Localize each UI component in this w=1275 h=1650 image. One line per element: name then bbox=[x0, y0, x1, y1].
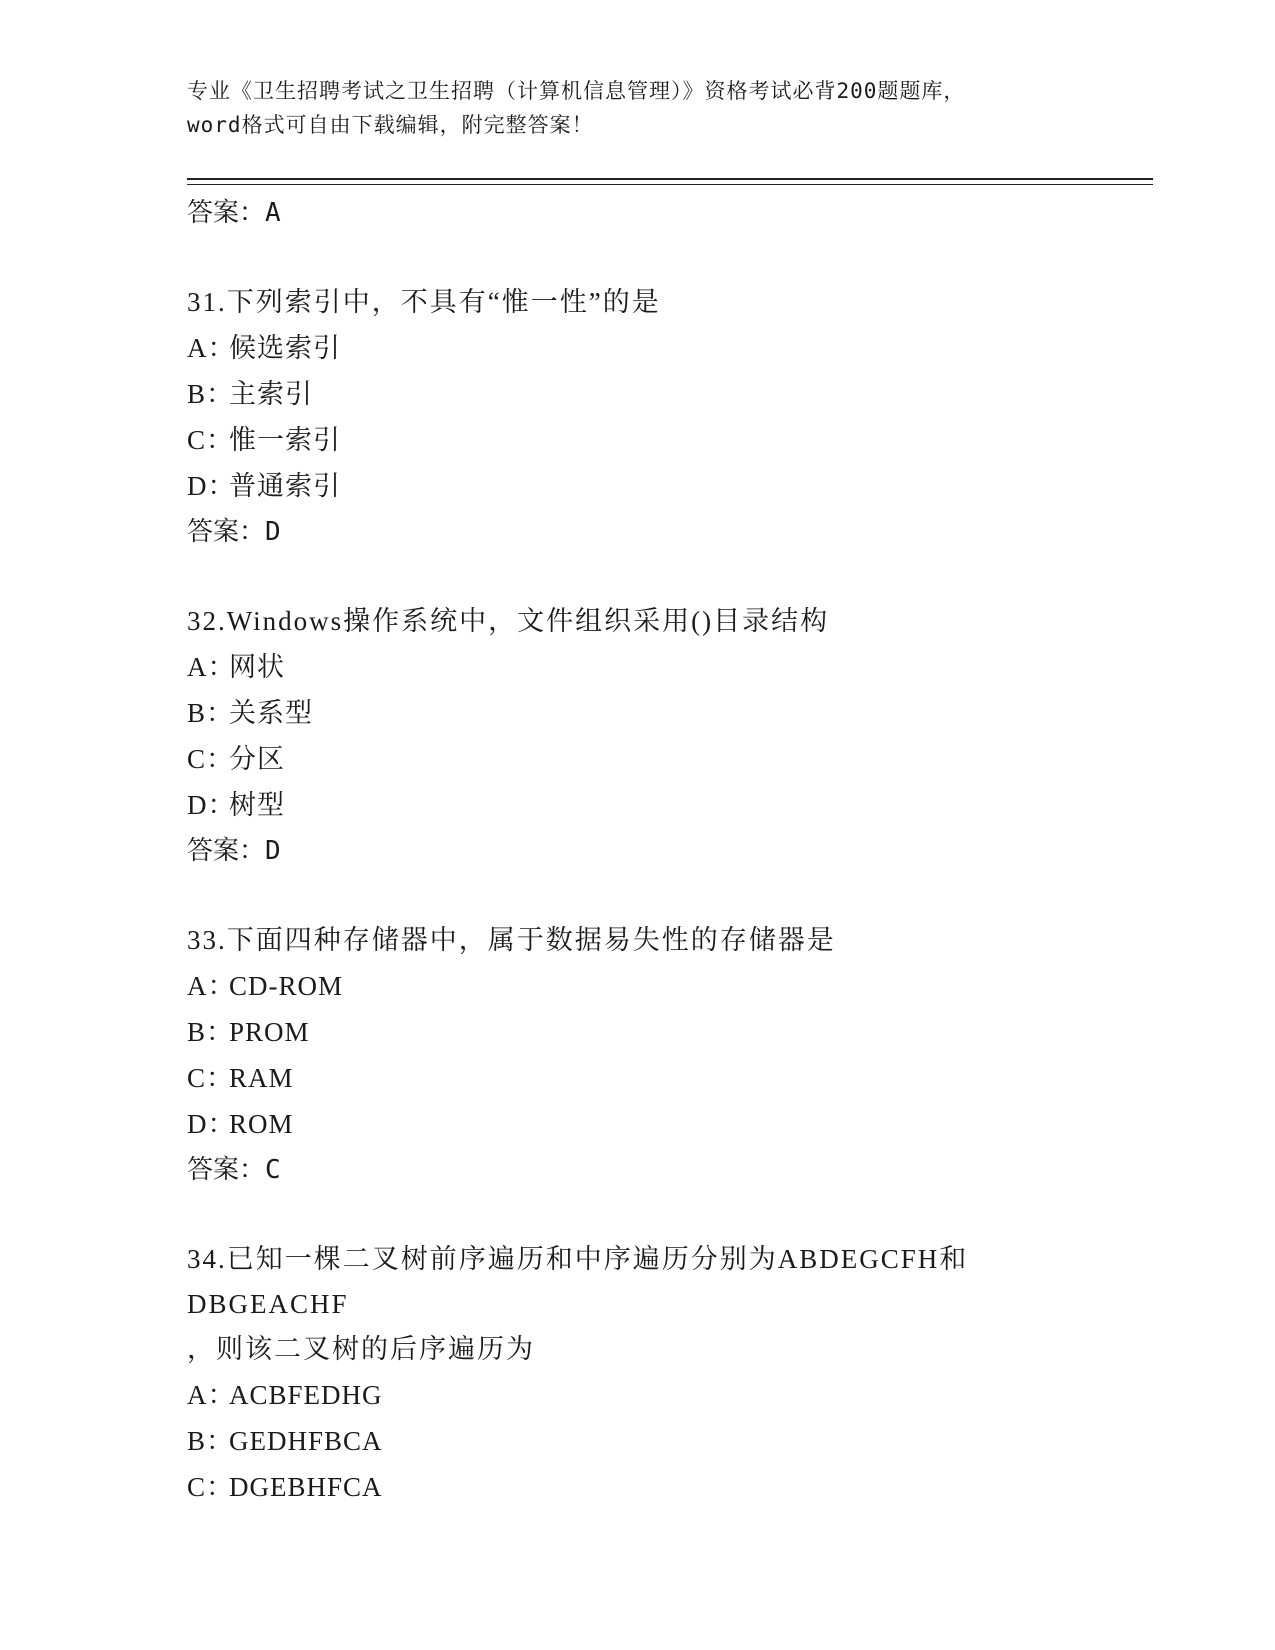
option-b bbox=[187, 690, 1087, 736]
option-letter: A： bbox=[187, 333, 236, 363]
question-title-line-1: 34.已知一棵二叉树前序遍历和中序遍历分别为ABDEGCFH和DBGEACHF bbox=[187, 1244, 969, 1319]
option-text: 主索引 bbox=[229, 379, 313, 409]
option-letter: B： bbox=[187, 698, 235, 728]
option-a bbox=[187, 1372, 1087, 1418]
question-title: 32.Windows操作系统中，文件组织采用()目录结构 bbox=[187, 606, 830, 636]
option-b bbox=[187, 1009, 1087, 1055]
header-line-2: word格式可自由下载编辑，附完整答案！ bbox=[187, 113, 594, 137]
answer-line: 答案：C bbox=[187, 1155, 281, 1185]
option-d bbox=[187, 782, 1087, 828]
document-header bbox=[187, 74, 1087, 142]
option-b bbox=[187, 371, 1087, 417]
option-letter: B： bbox=[187, 1426, 235, 1456]
option-text: 候选索引 bbox=[229, 333, 341, 363]
option-c bbox=[187, 417, 1087, 463]
question-title: 33.下面四种存储器中，属于数据易失性的存储器是 bbox=[187, 925, 836, 955]
question-34 bbox=[187, 1237, 1087, 1510]
question-33 bbox=[187, 918, 1087, 1193]
question-32 bbox=[187, 599, 1087, 874]
option-c bbox=[187, 1464, 1087, 1510]
option-a bbox=[187, 963, 1087, 1009]
option-letter: B： bbox=[187, 1017, 235, 1047]
question-31 bbox=[187, 280, 1087, 555]
option-c bbox=[187, 736, 1087, 782]
option-text: 分区 bbox=[229, 744, 285, 774]
option-letter: C： bbox=[187, 1063, 235, 1093]
option-text: PROM bbox=[229, 1017, 310, 1047]
option-letter: C： bbox=[187, 744, 235, 774]
option-letter: C： bbox=[187, 1472, 235, 1502]
option-a bbox=[187, 644, 1087, 690]
header-line-1: 专业《卫生招聘考试之卫生招聘（计算机信息管理）》资格考试必背200题题库， bbox=[187, 79, 966, 103]
option-letter: A： bbox=[187, 1380, 236, 1410]
option-text: ROM bbox=[229, 1109, 294, 1139]
option-text: CD-ROM bbox=[229, 971, 344, 1001]
option-text: ACBFEDHG bbox=[229, 1380, 383, 1410]
option-d bbox=[187, 463, 1087, 509]
header-divider-thin bbox=[187, 184, 1153, 185]
option-d bbox=[187, 1101, 1087, 1147]
option-text: 树型 bbox=[229, 790, 285, 820]
header-divider-thick bbox=[187, 178, 1153, 180]
option-text: 关系型 bbox=[229, 698, 313, 728]
question-list bbox=[187, 190, 1087, 1510]
answer-line: 答案：D bbox=[187, 836, 281, 866]
option-text: 惟一索引 bbox=[229, 425, 341, 455]
question-title-line-2: ，则该二叉树的后序遍历为 bbox=[187, 1334, 535, 1364]
option-letter: A： bbox=[187, 971, 236, 1001]
option-text: GEDHFBCA bbox=[229, 1426, 383, 1456]
option-letter: D： bbox=[187, 790, 236, 820]
option-c bbox=[187, 1055, 1087, 1101]
option-letter: D： bbox=[187, 471, 236, 501]
option-a bbox=[187, 325, 1087, 371]
option-letter: D： bbox=[187, 1109, 236, 1139]
option-text: 网状 bbox=[229, 652, 285, 682]
option-letter: B： bbox=[187, 379, 235, 409]
option-letter: A： bbox=[187, 652, 236, 682]
option-b bbox=[187, 1418, 1087, 1464]
question-title: 31.下列索引中，不具有“惟一性”的是 bbox=[187, 287, 661, 317]
option-letter: C： bbox=[187, 425, 235, 455]
option-text: DGEBHFCA bbox=[229, 1472, 383, 1502]
answer-line: 答案：D bbox=[187, 517, 281, 547]
option-text: 普通索引 bbox=[229, 471, 341, 501]
option-text: RAM bbox=[229, 1063, 294, 1093]
answer-line: 答案：A bbox=[187, 198, 281, 228]
